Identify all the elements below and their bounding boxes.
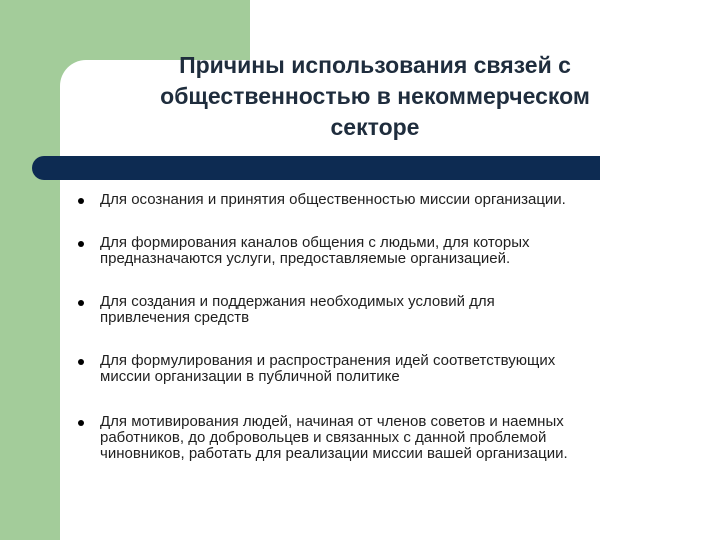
title-line-1: Причины использования связей с bbox=[179, 52, 571, 78]
slide-title bbox=[90, 50, 660, 143]
bullet-icon bbox=[78, 241, 84, 247]
title-divider-bar bbox=[32, 156, 600, 180]
bullet-icon bbox=[78, 420, 84, 426]
bullet-icon bbox=[78, 300, 84, 306]
bullet-icon bbox=[78, 198, 84, 204]
list-item-text: Для формулирования и распространения идей соответствующих миссии организации в публичной политике bbox=[100, 352, 556, 385]
title-line-2: общественностью в некоммерческом bbox=[160, 83, 590, 109]
list-item-text: Для создания и поддержания необходимых условий для привлечения средств bbox=[100, 293, 495, 326]
list-item-text: Для осознания и принятия общественностью миссии организации. bbox=[100, 191, 566, 208]
list-item-text: Для мотивирования людей, начиная от членов советов и наемных работников, до добровольцев и связанных с данной проблемой чиновников, работать для реализации миссии вашей организации. bbox=[100, 413, 568, 462]
bullet-icon bbox=[78, 359, 84, 365]
list-item-text: Для формирования каналов общения с людьми, для которых предназначаются услуги, предоставляемые организацией. bbox=[100, 234, 530, 267]
title-line-3: секторе bbox=[330, 114, 420, 140]
